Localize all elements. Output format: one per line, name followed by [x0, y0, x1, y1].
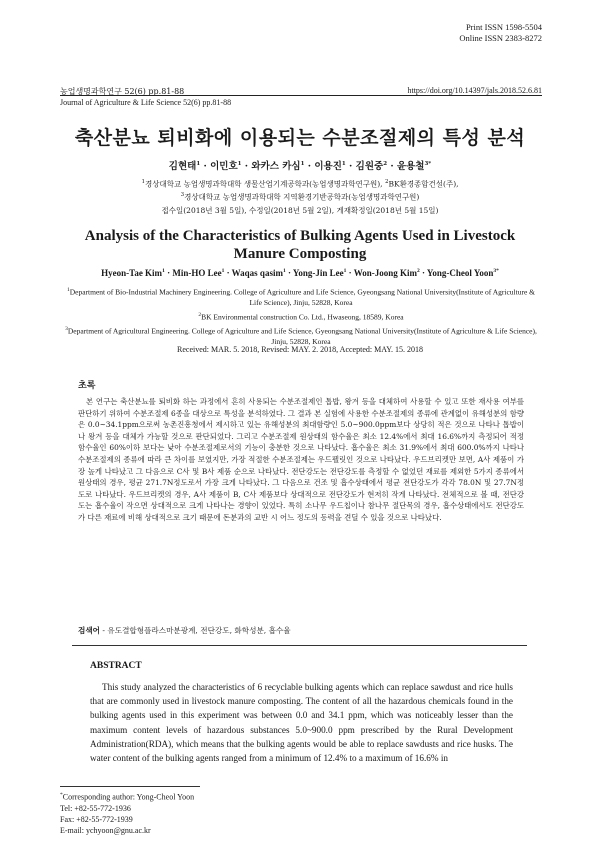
- affiliation-text: Department of Bio-Industrial Machinery Engineering. College of Agriculture and Life Science, Gyeongsang National University(Institute of Agriculture & Life Science), Jinju, 52828, Korea: [69, 287, 536, 307]
- dates-english: Received: MAR. 5. 2018, Revised: MAY. 2. 2018, Accepted: MAY. 15. 2018: [177, 345, 423, 354]
- abstract-korean-body: 본 연구는 축산분뇨를 퇴비화 하는 과정에서 흔히 사용되는 수분조절제인 톱밥, 왕겨 등을 대체하여 사용할 수 있고 또한 재사용 여부를 판단하기 위하여 수분조절제 6종을 대상으로 특성을 분석하였다. 그 결과 본 실험에 사용한 수분조절제의 종류에 관계없이 유해성분의 함량은 0.0~34.1ppm으로써 농촌진흥청에서 제시하고 있는 유해성분의 최대함량인 5.0~900.0ppm보다 상당히 적은 것으로 나타나 톱밥이나 왕겨 등을 대체가 가능할 것으로 판단되었다. 그리고 수분조절제 원상태의 함수율은 최소 12.4%에서 최대 16.6%까지 측정되어 적정 함수율인 60%이하 보다는 낮아 수분조절제로서의 기능이 충분한 것으로 나타났다. 흡수율은 최소 31.9%에서 최대 600.0%까지 나타나 수분조절제의 종류에 따라 큰 차이를 보였지만, 가장 적절한 수분조절제는 우드펠릿인 것으로 나타났다. 우드브리켓만 보면, A사 제품이 가장 높게 나타났고 그 다음으로 C사 및 B사 제품 순으로 나타났다. 전단강도는 전단강도를 측정할 수 없었던 재료를 제외한 5가지 종류에서 원상태의 경우, 평균 271.7N정도로서 가장 크게 나타났다. 그 다음으로 건조 및 흡수상태에서 평균 전단강도가 각각 78.0N 및 27.7N정도로 나타났다. 우드브리켓의 경우, A사 제품이 B, C사 제품보다 상대적으로 전단강도가 현저히 작게 나타났다. 전체적으로 볼 때, 전단강도는 흡수율이 작으면 상대적으로 크게 나타나는 경향이 있었다. 특히 소나무 우드칩이나 참나무 절단목의 경우, 흡수상태에서도 전단강도가 다른 재료에 비해 상대적으로 크기 때문에 돈분과의 교반 시 어느 정도의 동력을 견딜 수 있을 것으로 나타났다.: [78, 397, 524, 522]
- author-superscript: 2: [417, 268, 420, 274]
- authors-english: Hyeon-Tae Kim$^1$ · Min-HO Lee$^1$ · Waqas qasim$^1$ · Yong-Jin Lee$^1$ · Won-Joong Kim$^2$ · Yong-Cheol Yoon$^{3*}$: [101, 268, 499, 278]
- author-superscript: 3*: [424, 160, 432, 167]
- title-korean: 축산분뇨 퇴비화에 이용되는 수분조절제의 특성 분석: [74, 127, 526, 149]
- author-name: Won-Joong Kim: [353, 268, 417, 278]
- author-name: Waqas qasim: [231, 268, 283, 278]
- corresponding-text: Corresponding author: Yong-Cheol Yoon: [62, 792, 195, 802]
- author-name: 김원중: [355, 161, 384, 172]
- affiliations-korean: [0, 177, 600, 202]
- affiliation-text: 경상대학교 농업생명과학대학 생물산업기계공학과(농업생명과학연구원),: [144, 179, 385, 189]
- keywords: [78, 625, 524, 636]
- author-name: 윤용철: [396, 161, 425, 172]
- dates-korean: 접수일(2018년 3월 5일), 수정일(2018년 5월 2일), 게재확정일(2018년 5월 15일): [161, 206, 439, 215]
- affiliation-text: BK환경종합건설(주),: [388, 179, 459, 189]
- affiliation-mark: 3: [65, 326, 68, 332]
- author-superscript: 1: [162, 268, 165, 274]
- author-name: 김현태: [168, 161, 197, 172]
- author-superscript: 3*: [493, 268, 499, 274]
- author-superscript: 1: [341, 160, 346, 167]
- author-name: 이용진: [314, 161, 342, 172]
- author-name: 와카스 카심: [251, 161, 301, 172]
- author-superscript: 1: [196, 160, 201, 167]
- author-name: Yong-Jin Lee: [292, 268, 344, 278]
- author-superscript: 1: [221, 268, 225, 274]
- authors-korean: 김현태$^1$ · 이민호$^1$ · 와카스 카심$^1$ · 이용진$^1$ · 김원중$^2$ · 윤용철$^{3*}$: [168, 160, 432, 172]
- affiliation-line: [60, 285, 542, 308]
- footnote-rule: [60, 786, 200, 787]
- author-superscript: 1: [343, 268, 347, 274]
- affiliation-mark: 1: [66, 287, 70, 293]
- abstract-english-heading: ABSTRACT: [90, 661, 142, 671]
- affiliation-mark: 2: [384, 179, 389, 185]
- fax: Fax: +82-55-772-1939: [60, 814, 133, 824]
- author-superscript: 1: [282, 268, 286, 274]
- print-issn: Print ISSN 1598-5504: [465, 22, 542, 32]
- footnote-mark: *: [60, 792, 63, 798]
- footnote: [60, 790, 194, 836]
- affiliation-mark: 3: [180, 191, 185, 198]
- journal-citation-en: Journal of Agriculture & Life Science 52(6) pp.81-88: [60, 98, 232, 107]
- abstract-separator: [72, 645, 527, 646]
- affiliation-line: [0, 177, 600, 190]
- email-link[interactable]: E-mail: ychyoon@gnu.ac.kr: [60, 825, 151, 835]
- journal-citation-ko: 농업생명과학연구 52(6) pp.81-88: [60, 87, 185, 96]
- author-superscript: 1: [237, 160, 242, 167]
- affiliation-text: Department of Agricultural Engineering. College of Agriculture and Life Science, Gyeongsang National University(Institute of Agriculture & Life Science), Jinju, 52828, Korea: [67, 326, 537, 346]
- online-issn: Online ISSN 2383-8272: [459, 33, 542, 43]
- affiliation-text: BK Environmental construction Co. Ltd., Hwaseong, 18589, Korea: [201, 312, 404, 321]
- author-name: Yong-Cheol Yoon: [426, 268, 494, 278]
- keywords-label: 검색어: [78, 626, 101, 635]
- telephone: Tel: +82-55-772-1936: [60, 803, 131, 813]
- author-name: Min-HO Lee: [172, 268, 222, 278]
- title-english: Analysis of the Characteristics of Bulking Agents Used in Livestock Manure Composting: [84, 228, 516, 262]
- affiliation-text: 경상대학교 농업생명과학대학 지역환경기반공학과(농업생명과학연구원): [184, 192, 420, 201]
- affiliation-line: [60, 310, 542, 323]
- abstract-english-body: This study analyzed the characteristics of 6 recyclable bulking agents which can replace sawdust and rice hulls that are commonly used in livestock manure composting. The content of all the hazardous chemicals found in the bulking agents used in this experiment was between 0.0 and 34.1 ppm, which was noticeably lesser than the maximum content levels of hazardous substances 5.0~900.0 ppm prescribed by the Rural Development Administration(RDA), which means that the bulking agents would be able to replace sawdusts and rice husks. The water content of the bulking agents ranged from a minimum of 12.4% to a maximum of 16.6% in: [90, 682, 513, 764]
- issn-block: [322, 22, 542, 44]
- doi-link[interactable]: https://doi.org/10.14397/jals.2018.52.6.81: [407, 86, 542, 95]
- abstract-korean-heading: 초록: [78, 381, 96, 391]
- affiliation-line: [60, 324, 542, 347]
- header-rule: [60, 95, 542, 96]
- author-superscript: 2: [383, 160, 388, 167]
- author-superscript: 1: [300, 160, 305, 167]
- corresponding-author: [60, 790, 194, 803]
- keywords-text: - 유도결합형플라스마분광계, 전단강도, 화학성분, 흡수율: [100, 626, 291, 635]
- author-name: 이민호: [210, 161, 238, 172]
- affiliation-mark: 2: [198, 311, 202, 318]
- affiliation-mark: 1: [141, 179, 145, 185]
- author-name: Hyeon-Tae Kim: [101, 268, 163, 278]
- affiliation-line: [0, 190, 600, 203]
- affiliations-english: [60, 285, 542, 349]
